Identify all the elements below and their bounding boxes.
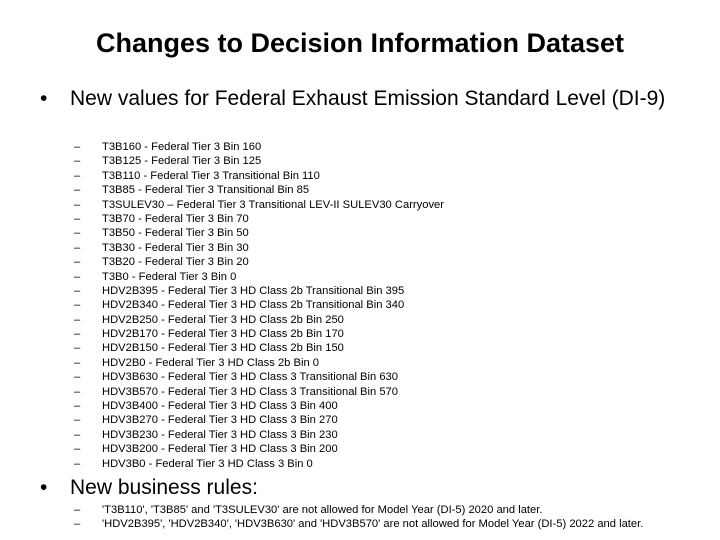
dash-marker: –	[74, 313, 81, 326]
dash-marker: –	[74, 241, 81, 254]
value-item-text: T3B160 - Federal Tier 3 Bin 160	[102, 141, 262, 153]
bullet-dot: •	[40, 476, 48, 499]
value-item-text: T3B0 - Federal Tier 3 Bin 0	[102, 270, 237, 283]
value-item-text: HDV2B395 - Federal Tier 3 HD Class 2b Transitional Bin 395	[102, 284, 405, 297]
value-item-text: T3B70 - Federal Tier 3 Bin 70	[102, 212, 249, 225]
dash-marker: –	[74, 184, 81, 197]
bullet-new-values	[40, 86, 700, 112]
value-item-text: HDV2B340 - Federal Tier 3 HD Class 2b Transitional Bin 340	[102, 299, 405, 312]
dash-marker: –	[74, 227, 81, 240]
value-item-text: T3B125 - Federal Tier 3 Bin 125	[102, 155, 262, 168]
value-item-text: HDV3B570 - Federal Tier 3 HD Class 3 Transitional Bin 570	[102, 385, 398, 398]
dash-marker: –	[74, 155, 81, 168]
value-item-text: T3B20 - Federal Tier 3 Bin 20	[102, 256, 249, 269]
value-item-text: T3B110 - Federal Tier 3 Transitional Bin 110	[102, 169, 320, 182]
dash-marker: –	[74, 371, 81, 384]
dash-marker: –	[74, 342, 81, 355]
dash-marker: –	[74, 443, 81, 456]
value-item-text: T3SULEV30 – Federal Tier 3 Transitional LEV-II SULEV30 Carryover	[102, 198, 444, 211]
value-item-text: T3B30 - Federal Tier 3 Bin 30	[102, 241, 249, 254]
dash-marker: –	[74, 284, 81, 297]
dash-marker: –	[74, 169, 81, 182]
value-item-text: HDV2B150 - Federal Tier 3 HD Class 2b Bin 150	[102, 342, 344, 355]
value-item-text: HDV3B270 - Federal Tier 3 HD Class 3 Bin 270	[102, 414, 338, 427]
dash-marker: –	[74, 414, 81, 427]
dash-marker: –	[74, 356, 81, 369]
value-item-text: T3B50 - Federal Tier 3 Bin 50	[102, 227, 249, 240]
dash-marker: –	[74, 504, 81, 516]
rule-item-text: 'T3B110', 'T3B85' and 'T3SULEV30' are not allowed for Model Year (DI-5) 2020 and later.	[102, 504, 543, 516]
value-item-text: HDV3B230 - Federal Tier 3 HD Class 3 Bin 230	[102, 428, 338, 441]
dash-marker: –	[74, 385, 81, 398]
bullet-business-rules	[40, 475, 700, 501]
dash-marker: –	[74, 457, 81, 470]
value-item-text: HDV2B170 - Federal Tier 3 HD Class 2b Bin 170	[102, 328, 344, 341]
slide-title: Changes to Decision Information Dataset	[95, 28, 625, 58]
value-item-text: HDV2B0 - Federal Tier 3 HD Class 2b Bin 0	[102, 356, 319, 369]
value-item-text: HDV3B630 - Federal Tier 3 HD Class 3 Transitional Bin 630	[102, 371, 398, 384]
dash-marker: –	[74, 428, 81, 441]
value-item-text: HDV3B200 - Federal Tier 3 HD Class 3 Bin 200	[102, 443, 338, 456]
dash-marker: –	[74, 270, 81, 283]
value-item-text: HDV3B0 - Federal Tier 3 HD Class 3 Bin 0	[102, 457, 313, 470]
dash-marker: –	[74, 212, 81, 225]
dash-marker: –	[74, 328, 81, 341]
value-item-text: T3B85 - Federal Tier 3 Transitional Bin 85	[102, 184, 310, 197]
dash-marker: –	[74, 400, 81, 413]
bullet-dot: •	[40, 87, 48, 110]
dash-marker: –	[74, 518, 81, 531]
bullet-new-values-text: New values for Federal Exhaust Emission Standard Level (DI-9)	[70, 87, 666, 110]
value-item-text: HDV2B250 - Federal Tier 3 HD Class 2b Bin 250	[102, 313, 344, 326]
rule-item-text: 'HDV2B395', 'HDV2B340', 'HDV3B630' and 'HDV3B570' are not allowed for Model Year (DI-5) 2022 and later.	[102, 518, 644, 531]
dash-marker: –	[74, 299, 81, 312]
dash-marker: –	[74, 256, 81, 269]
value-item-text: HDV3B400 - Federal Tier 3 HD Class 3 Bin 400	[102, 400, 338, 413]
bullet-business-rules-text: New business rules:	[70, 476, 258, 499]
dash-marker: –	[74, 141, 81, 153]
dash-marker: –	[74, 198, 81, 211]
